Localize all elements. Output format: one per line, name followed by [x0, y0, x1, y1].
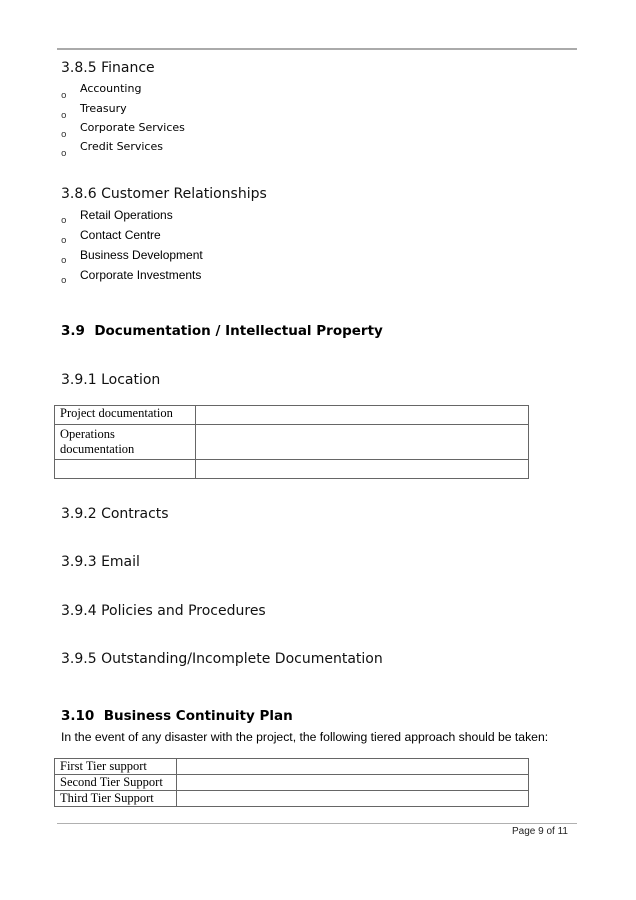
heading-3-9: 3.9 Documentation / Intellectual Property — [61, 323, 383, 339]
list-item: Accounting — [80, 82, 142, 95]
table-row — [55, 759, 529, 775]
table-cell-value — [177, 775, 529, 791]
table-cell-label: Third Tier Support — [55, 791, 177, 807]
table-row — [55, 791, 529, 807]
table-cell-label: Second Tier Support — [55, 775, 177, 791]
table-cell-value — [177, 791, 529, 807]
table-cell-label: Project documentation — [55, 406, 196, 425]
bullet-icon: o — [61, 91, 67, 101]
table-row — [55, 406, 529, 425]
bullet-icon: o — [61, 256, 67, 266]
table-row — [55, 775, 529, 791]
table-row — [55, 460, 529, 479]
heading-3-9-3: 3.9.3 Email — [61, 554, 140, 570]
table-cell-value — [177, 759, 529, 775]
heading-3-9-5: 3.9.5 Outstanding/Incomplete Documentation — [61, 651, 383, 667]
continuity-intro: In the event of any disaster with the project, the following tiered approach should be taken: — [61, 730, 549, 744]
support-tier-table — [54, 758, 529, 807]
heading-3-9-4: 3.9.4 Policies and Procedures — [61, 603, 266, 619]
list-item: Credit Services — [80, 140, 163, 153]
bullet-icon: o — [61, 236, 67, 246]
page-number: Page 9 of 11 — [512, 826, 568, 837]
table-cell-label — [55, 460, 196, 479]
list-item: Contact Centre — [80, 228, 161, 242]
header-rule — [57, 48, 577, 50]
bullet-icon: o — [61, 276, 67, 286]
bullet-icon: o — [61, 216, 67, 226]
list-item: Treasury — [80, 102, 127, 115]
heading-3-10: 3.10 Business Continuity Plan — [61, 708, 293, 724]
footer-rule — [57, 823, 577, 824]
list-item: Corporate Investments — [80, 268, 202, 282]
heading-3-9-1: 3.9.1 Location — [61, 372, 161, 388]
heading-3-8-5: 3.8.5 Finance — [61, 60, 155, 76]
table-row — [55, 425, 529, 460]
bullet-icon: o — [61, 149, 67, 159]
list-item: Corporate Services — [80, 121, 185, 134]
list-item: Business Development — [80, 248, 203, 262]
table-cell-value — [196, 425, 529, 460]
table-cell-value — [196, 460, 529, 479]
table-cell-label: Operations documentation — [55, 425, 196, 460]
location-table — [54, 405, 529, 479]
table-cell-label: First Tier support — [55, 759, 177, 775]
heading-3-8-6: 3.8.6 Customer Relationships — [61, 186, 267, 202]
list-item: Retail Operations — [80, 208, 173, 222]
bullet-icon: o — [61, 130, 67, 140]
bullet-icon: o — [61, 111, 67, 121]
table-cell-value — [196, 406, 529, 425]
heading-3-9-2: 3.9.2 Contracts — [61, 506, 169, 522]
